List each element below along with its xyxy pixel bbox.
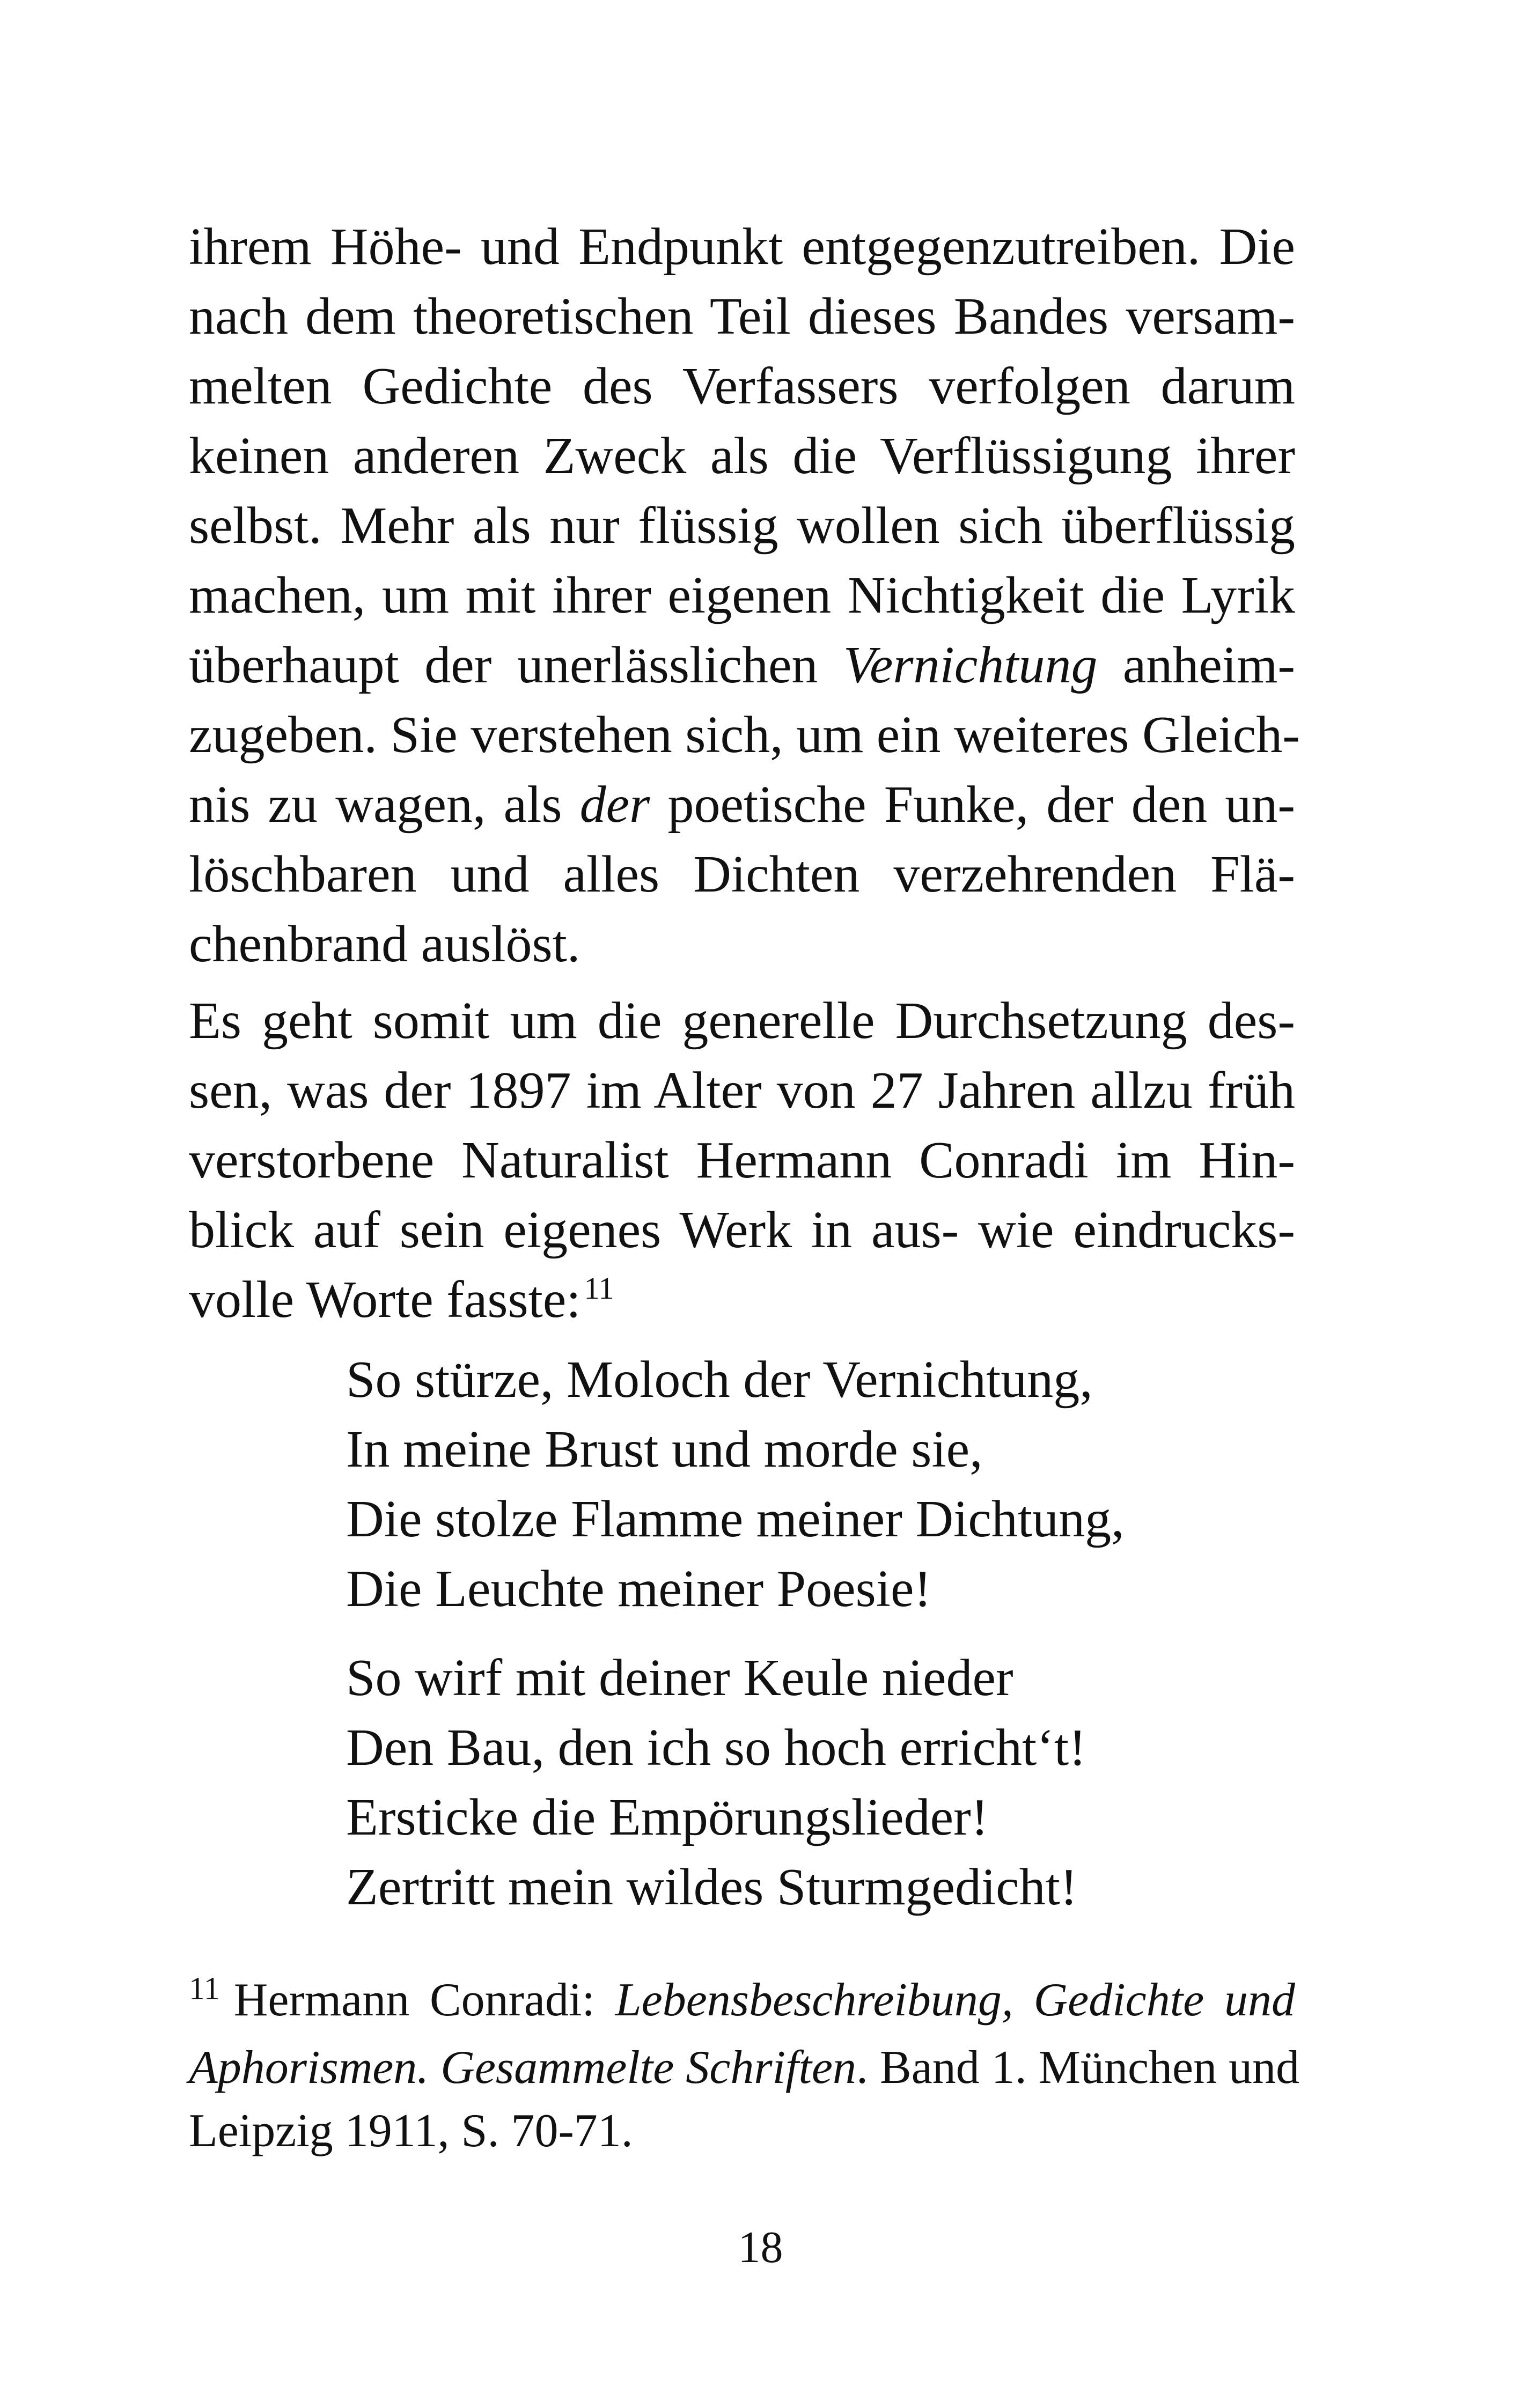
text-run: poetische Funke, der den un- — [650, 776, 1295, 834]
paragraph-1-line: melten Gedichte des Verfassers verfolgen darum — [189, 357, 1295, 415]
footnote-line — [189, 2036, 1300, 2100]
poem-stanza-1 — [346, 1345, 1125, 1624]
poem-line: Ersticke die Empörungslieder! — [346, 1788, 989, 1846]
text-run: nis zu wagen, als — [189, 776, 580, 834]
poem-line: Zertritt mein wildes Sturmgedicht! — [346, 1858, 1078, 1916]
paragraph-1-line: nach dem theoretischen Teil dieses Bandes versam- — [189, 288, 1295, 345]
paragraph-2-line: verstorbene Naturalist Hermann Conradi im Hin- — [189, 1131, 1295, 1189]
paragraph-2-line: sen, was der 1897 im Alter von 27 Jahren allzu früh — [189, 1062, 1295, 1120]
paragraph-1-line: zugeben. Sie verstehen sich, um ein weiteres Gleich- — [189, 706, 1300, 764]
paragraph-2-line — [189, 1265, 1295, 1342]
paragraph-2-line: blick auf sein eigenes Werk in aus- wie eindrucks- — [189, 1201, 1295, 1259]
page-number: 18 — [738, 2222, 783, 2272]
footnote-line: Leipzig 1911, S. 70-71. — [189, 2105, 633, 2157]
emphasis-vernichtung: Vernichtung — [843, 636, 1098, 694]
paragraph-1-line: ihrem Höhe- und Endpunkt entgegenzutreiben. Die — [189, 218, 1295, 276]
poem-line: In meine Brust und morde sie, — [346, 1420, 983, 1478]
poem-line: So wirf mit deiner Keule nieder — [346, 1649, 1013, 1707]
paragraph-1 — [189, 212, 1300, 979]
footnote-mark: 11 — [189, 1971, 220, 2006]
footnote-title: Aphorismen. Gesammelte Schriften — [189, 2042, 856, 2094]
paragraph-1-line — [189, 630, 1295, 700]
paragraph-1-line: keinen anderen Zweck als die Verflüssigung ihrer — [189, 427, 1295, 485]
paragraph-2 — [189, 986, 1295, 1342]
text-run: volle Worte fasste: — [189, 1271, 581, 1329]
poem-stanza-2 — [346, 1643, 1086, 1922]
paragraph-1-line: chenbrand auslöst. — [189, 915, 581, 973]
paragraph-1-line: selbst. Mehr als nur flüssig wollen sich überflüssig — [189, 497, 1295, 555]
paragraph-1-line: löschbaren und alles Dichten verzehrenden Flä- — [189, 845, 1295, 903]
emphasis-der: der — [579, 776, 650, 834]
poem-line: Die Leuchte meiner Poesie! — [346, 1560, 932, 1618]
text-run: anheim- — [1097, 636, 1295, 694]
footnote-text: . Band 1. München und — [856, 2042, 1300, 2094]
poem-line: Die stolze Flamme meiner Dichtung, — [346, 1490, 1125, 1548]
footnote — [189, 1969, 1300, 2163]
text-run: überhaupt der unerlässlichen — [189, 636, 843, 694]
paragraph-1-line: machen, um mit ihrer eigenen Nichtigkeit die Lyrik — [189, 566, 1295, 624]
poem-line: So stürze, Moloch der Vernichtung, — [346, 1351, 1093, 1409]
footnote-author: Hermann Conradi: — [233, 1974, 615, 2026]
paragraph-1-line — [189, 770, 1295, 840]
footnote-line — [189, 1969, 1295, 2036]
footnote-title: Lebensbeschreibung, Gedichte und — [615, 1974, 1295, 2026]
poem-line: Den Bau, den ich so hoch erricht‘t! — [346, 1719, 1086, 1777]
footnote-reference[interactable]: 11 — [584, 1271, 614, 1306]
paragraph-2-line: Es geht somit um die generelle Durchsetzung des- — [189, 992, 1295, 1050]
